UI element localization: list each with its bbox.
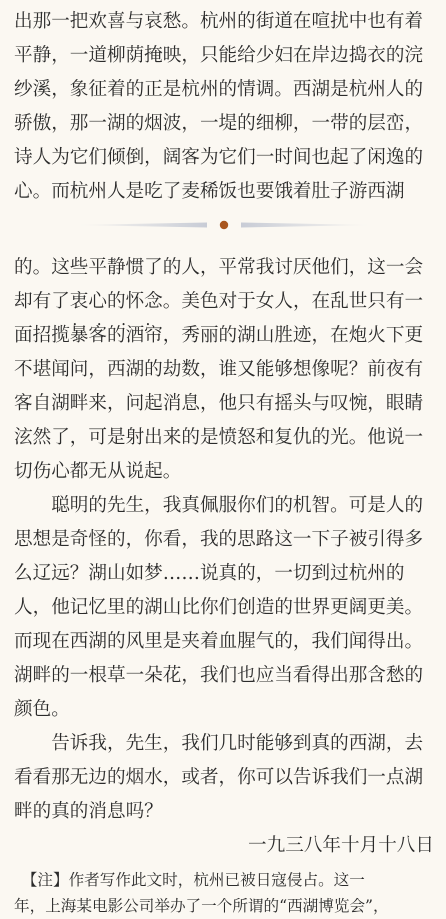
text-line: 么辽远？湖山如梦……说真的，一切到过杭州的 <box>14 563 405 584</box>
text-line: 告诉我，先生，我们几时能够到真的西湖，去 <box>14 733 424 754</box>
text-line: 平静，一道柳荫掩映，只能给少妇在岸边捣衣的浣 <box>14 45 424 66</box>
note-line: 【注】作者写作此文时，杭州已被日寇侵占。这一 <box>14 871 365 889</box>
text-line: 泫然了，可是射出来的是愤怒和复仇的光。他说一 <box>14 427 424 448</box>
text-line: 心。而杭州人是吃了麦稀饭也要饿着肚子游西湖 <box>14 181 405 202</box>
text-line: 客自湖畔来，问起消息，他只有摇头与叹惋，眼睛 <box>14 393 424 414</box>
text-line: 出那一把欢喜与哀愁。杭州的街道在喧扰中也有着 <box>14 11 424 32</box>
divider-left-line <box>75 223 207 228</box>
text-line: 面招揽暴客的酒帘，秀丽的湖山胜迹，在炮火下更 <box>14 325 424 346</box>
text-line: 纱溪，象征着的正是杭州的情调。西湖是杭州人的 <box>14 79 424 100</box>
date-signature: 一九三八年十月十八日 <box>248 835 434 856</box>
text-line: 诗人为它们倾倒，阔客为它们一时间也起了闲逸的 <box>14 147 424 168</box>
text-line: 而现在西湖的风里是夹着血腥气的，我们闻得出。 <box>14 631 424 652</box>
text-line: 湖畔的一根草一朵花，我们也应当看得出那含愁的 <box>14 665 424 686</box>
divider-dot <box>220 221 228 229</box>
text-line: 思想是奇怪的，你看，我的思路这一下子被引得多 <box>14 529 424 550</box>
section-divider <box>75 213 373 237</box>
text-line: 骄傲，那一湖的烟波，一堤的细柳，一带的层峦， <box>14 113 424 134</box>
text-line: 颜色。 <box>14 699 70 720</box>
text-line: 畔的真的消息吗？ <box>14 801 163 822</box>
text-line <box>14 285 434 319</box>
text-line: 的。这些平静惯了的人，平常我讨厌他们，这一会 <box>14 257 424 278</box>
text-span: 却有了 <box>14 291 70 312</box>
text-line: 切伤心都无从说起。 <box>14 461 182 482</box>
divider-right-line <box>241 223 373 228</box>
note-line: 年，上海某电影公司举办了一个所谓的“西湖博览会”， <box>14 897 389 915</box>
text-line: 不堪闻问，西湖的劫数，谁又能够想像呢？前夜有 <box>14 359 424 380</box>
text-line: 人，他记忆里的湖山比你们创造的世界更阔更美。 <box>14 597 424 618</box>
emphasis-dotted-text: 衷心的怀念 • • • • <box>70 291 163 312</box>
text-line: 看看那无边的烟水，或者，你可以告诉我们一点湖 <box>14 767 424 788</box>
text-line: 聪明的先生，我真佩服你们的机智。可是人的 <box>14 495 424 516</box>
text-span: 。美色对于女人，在乱世只有一 <box>162 291 424 312</box>
